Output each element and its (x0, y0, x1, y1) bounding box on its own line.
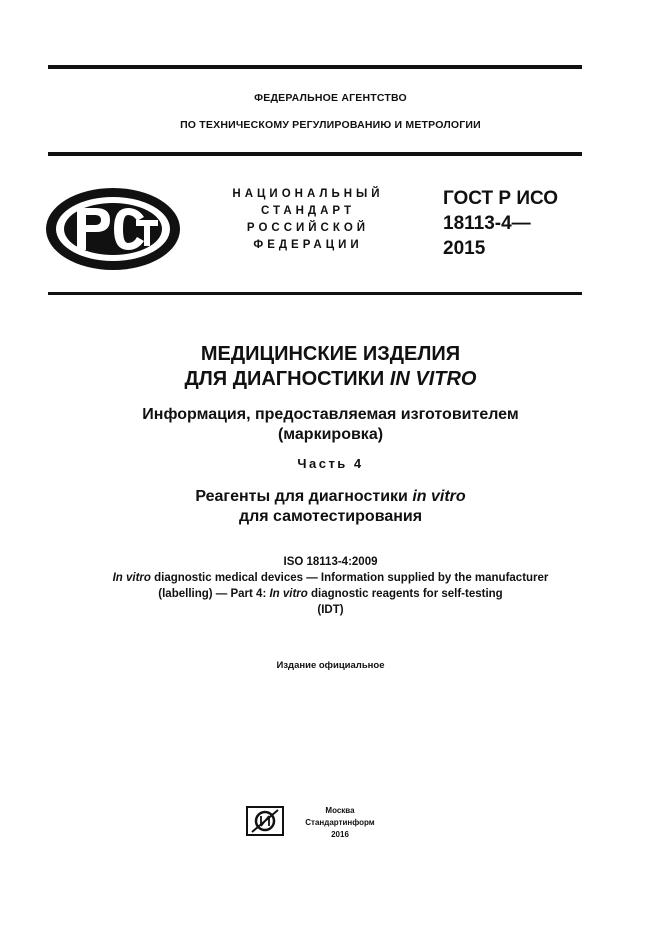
reagents-line-1: Реагенты для диагностики in vitro (195, 488, 466, 505)
standard-line-4: ФЕДЕРАЦИИ (253, 239, 363, 251)
reagents-in-vitro: in vitro (412, 488, 466, 505)
iso-idt: (IDT) (317, 604, 344, 616)
top-rule (48, 65, 582, 69)
title-in-vitro: IN VITRO (389, 368, 477, 390)
agency-line-2: ПО ТЕХНИЧЕСКОМУ РЕГУЛИРОВАНИЮ И МЕТРОЛОГИИ (180, 119, 481, 131)
subtitle-line-2: (маркировка) (277, 426, 384, 443)
subtitle-line-1: Информация, предоставляемая изготовителем (142, 406, 519, 423)
designation-line-3: 2015 (443, 238, 486, 259)
imprint (300, 805, 380, 841)
title-line-1: МЕДИЦИНСКИЕ ИЗДЕЛИЯ (200, 343, 461, 365)
imprint-city: Москва (325, 806, 355, 815)
agency-line-1: ФЕДЕРАЛЬНОЕ АГЕНТСТВО (254, 92, 407, 104)
iso-title-line-1: In vitro diagnostic medical devices — Information supplied by the manufacturer (112, 572, 549, 584)
header-rule (48, 152, 582, 156)
imprint-year: 2016 (331, 830, 349, 839)
standard-type-block (222, 186, 394, 254)
designation-line-2: 18113-4— (443, 213, 531, 234)
rostest-logo-icon (44, 186, 182, 272)
title-line-2: ДЛЯ ДИАГНОСТИКИ IN VITRO (184, 368, 477, 390)
reagents-line-2: для самотестирования (238, 508, 423, 525)
part-number: Часть 4 (297, 456, 364, 471)
standartinform-logo-icon (246, 806, 284, 836)
iso-number: ISO 18113-4:2009 (283, 556, 378, 568)
standard-line-2: СТАНДАРТ (261, 205, 355, 217)
imprint-publisher: Стандартинформ (305, 818, 375, 827)
designation-line-1: ГОСТ Р ИСО (443, 188, 559, 209)
iso-title-line-2: (labelling) — Part 4: In vitro diagnostic reagents for self-testing (158, 588, 503, 600)
edition-label: Издание официальное (276, 660, 385, 671)
standard-line-1: НАЦИОНАЛЬНЫЙ (232, 188, 384, 200)
standard-designation (443, 186, 558, 261)
standard-line-3: РОССИЙСКОЙ (246, 222, 370, 234)
title-rule (48, 292, 582, 295)
